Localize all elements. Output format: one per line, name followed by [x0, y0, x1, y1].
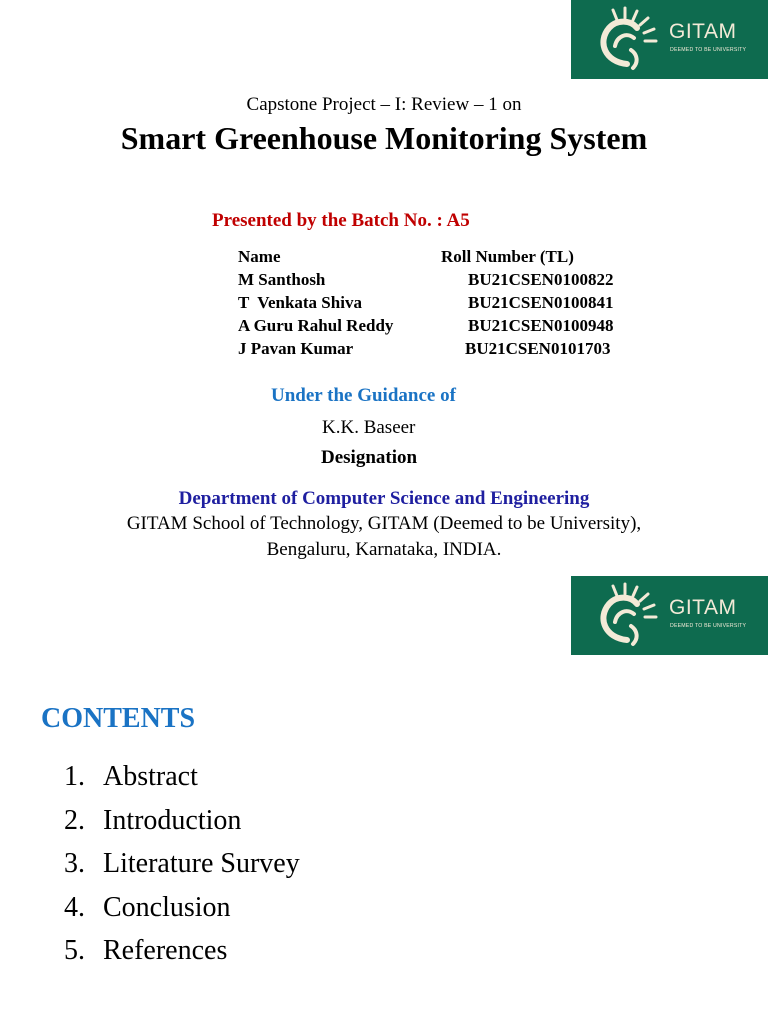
logo-tagline: DEEMED TO BE UNIVERSITY: [670, 47, 747, 53]
school-location: Bengaluru, Karnataka, INDIA.: [266, 539, 502, 560]
contents-item-number: 3.: [64, 848, 85, 879]
project-subtitle: Capstone Project – I: Review – 1 on: [246, 94, 522, 115]
contents-item-label: Introduction: [103, 804, 242, 836]
logo-wordmark: GITAM: [669, 596, 737, 619]
logo-tagline: DEEMED TO BE UNIVERSITY: [670, 623, 747, 629]
member-roll: BU21CSEN0100841: [468, 293, 614, 312]
guide-name: K.K. Baseer: [322, 417, 416, 438]
contents-item: [64, 848, 300, 892]
contents-item-number: 5.: [64, 935, 85, 966]
contents-item-number: 2.: [64, 804, 85, 836]
contents-item-label: Literature Survey: [103, 848, 300, 879]
member-name: J Pavan Kumar: [238, 339, 354, 358]
gitam-logo-top: [571, 0, 768, 79]
school-name: GITAM School of Technology, GITAM (Deemed to be University),: [126, 513, 642, 534]
gitam-logo-second: [571, 576, 768, 655]
member-name: T Venkata Shiva: [238, 293, 362, 312]
contents-item-label: Abstract: [103, 761, 198, 792]
member-roll: BU21CSEN0100948: [468, 316, 614, 335]
contents-item: [64, 892, 300, 936]
gitam-emblem-icon: [587, 6, 661, 74]
department-name: Department of Computer Science and Engineering: [178, 488, 590, 509]
contents-heading: CONTENTS: [41, 703, 196, 734]
contents-item: [64, 761, 300, 805]
member-name: A Guru Rahul Reddy: [238, 316, 394, 335]
logo-wordmark: GITAM: [669, 20, 737, 43]
presented-by: Presented by the Batch No. : A5: [212, 210, 470, 231]
contents-list: [64, 761, 300, 979]
team-header-roll: Roll Number (TL): [441, 247, 574, 266]
contents-item-label: References: [103, 935, 228, 966]
member-roll: BU21CSEN0100822: [468, 270, 614, 289]
contents-item-label: Conclusion: [103, 891, 231, 923]
project-title: Smart Greenhouse Monitoring System: [120, 120, 648, 156]
contents-item: [64, 805, 300, 849]
guide-designation: Designation: [321, 447, 418, 468]
contents-item-number: 4.: [64, 891, 85, 923]
contents-item-number: 1.: [64, 761, 85, 792]
contents-item: [64, 935, 300, 979]
guidance-heading: Under the Guidance of: [271, 385, 456, 406]
member-name: M Santhosh: [238, 270, 326, 289]
gitam-emblem-icon: [587, 582, 661, 650]
team-header-name: Name: [238, 247, 281, 266]
member-roll: BU21CSEN0101703: [465, 339, 611, 358]
